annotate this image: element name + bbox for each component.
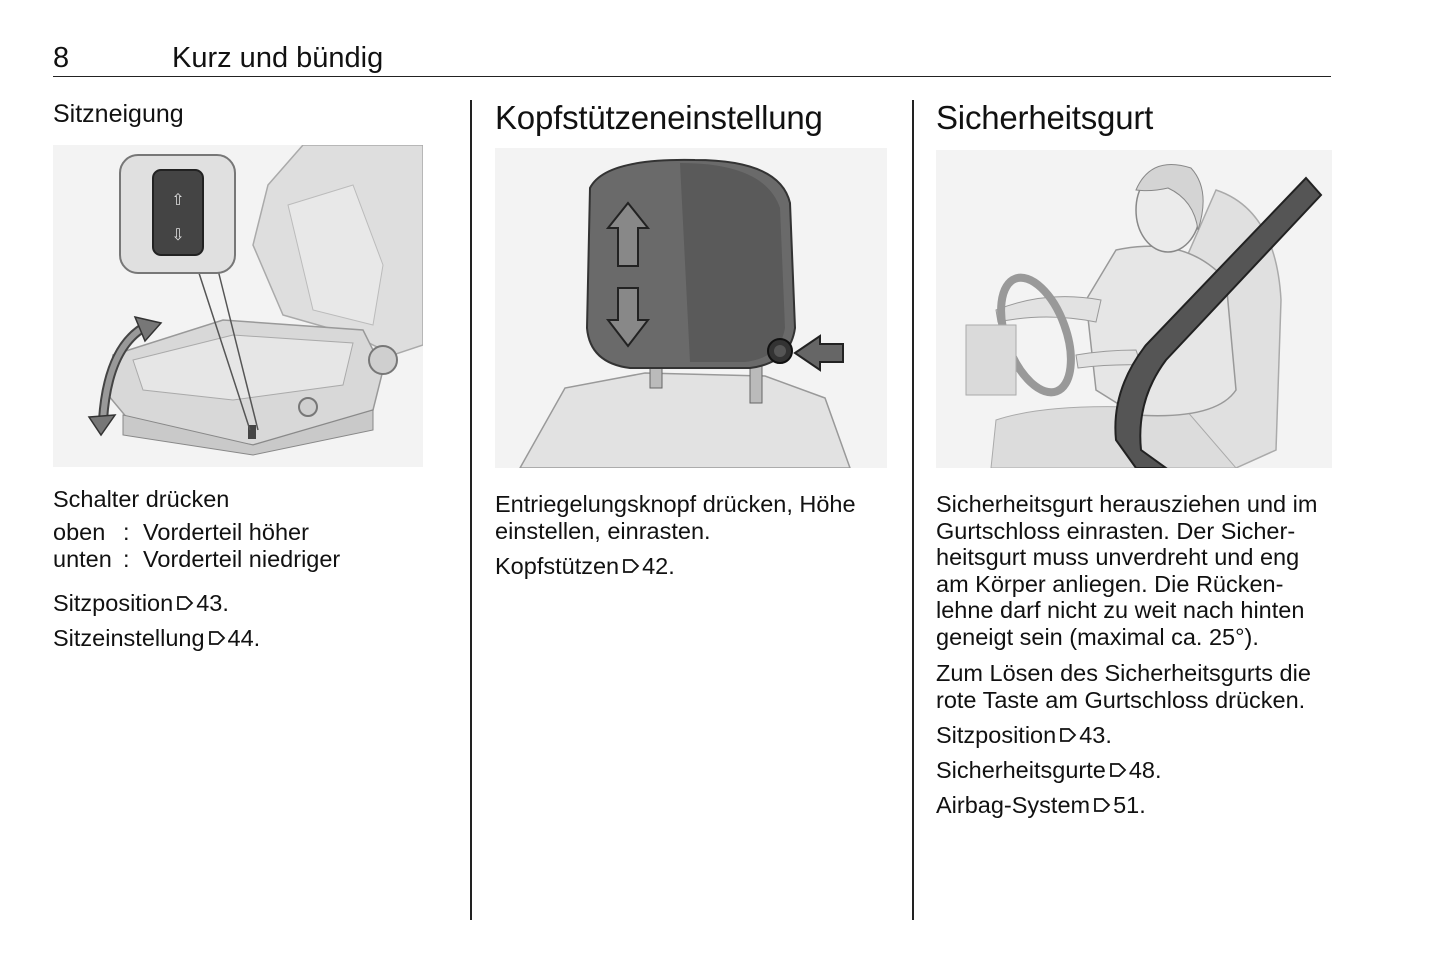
table-row [53,546,340,573]
headrest-instruction [495,491,856,544]
page-title: Kurz und bündig [172,42,384,74]
text-line: heitsgurt muss unverdreht und eng [936,544,1300,570]
svg-text:⇩: ⇩ [171,225,185,244]
text-line: geneigt sein (maximal ca. 25°). [936,623,1259,650]
ref-page: 42. [642,553,675,579]
ref-label: Sicherheitsgurte [936,757,1106,783]
seatbelt-release-paragraph [936,660,1311,713]
column-divider [470,100,472,920]
cross-reference[interactable] [53,590,229,617]
cross-reference[interactable] [495,553,675,580]
seat-tilt-illustration [53,145,423,467]
switch-function-table [53,519,340,573]
ref-label: Sitzposition [936,722,1057,748]
text-line: Zum Lösen des Sicherheitsgurts die [936,660,1311,686]
page-reference-arrow-icon [176,594,194,612]
column-divider [912,100,914,920]
seatbelt-instruction-paragraph [936,491,1317,650]
cross-reference[interactable] [53,625,260,652]
table-key: oben [53,519,106,545]
page-reference-arrow-icon [1109,761,1127,779]
cross-reference[interactable] [936,792,1146,819]
page-reference-arrow-icon [622,557,640,575]
cross-reference[interactable] [936,722,1112,749]
text-line: Entriegelungsknopf drücken, Höhe [495,491,856,517]
page-reference-arrow-icon [1059,726,1077,744]
ref-label: Sitzposition [53,590,174,616]
ref-page: 43. [196,590,229,616]
ref-label: Kopfstützen [495,553,620,579]
instruction-text: Schalter drücken [53,486,230,512]
ref-page: 43. [1079,722,1112,748]
section-heading-sitzneigung: Sitzneigung [53,100,184,128]
ref-page: 48. [1128,757,1162,783]
ref-label: Airbag-System [936,792,1091,818]
ref-page: 44. [227,625,261,651]
page-number: 8 [53,42,70,74]
cross-reference[interactable] [936,757,1162,784]
page-header [53,40,1331,77]
text-line: Sicherheitsgurt herausziehen und im [936,491,1318,517]
page-reference-arrow-icon [208,629,226,647]
table-separator: : [123,546,130,572]
text-line: einstellen, einrasten. [495,517,711,544]
seatbelt-illustration [936,150,1332,468]
table-value: Vorderteil höher [143,519,309,545]
text-line: Gurtschloss einrasten. Der Sicher- [936,517,1296,544]
table-value: Vorderteil niedriger [143,546,341,572]
text-line: lehne darf nicht zu weit nach hinten [936,597,1305,623]
headrest-illustration [495,148,887,468]
ref-label: Sitzeinstellung [53,625,205,651]
section-heading-sicherheitsgurt: Sicherheitsgurt [936,99,1154,136]
table-row [53,519,340,546]
table-separator: : [123,519,130,545]
ref-page: 51. [1113,792,1146,818]
text-line: am Körper anliegen. Die Rücken- [936,570,1284,597]
page-reference-arrow-icon [1093,796,1111,814]
section-heading-kopfstuetze: Kopfstützeneinstellung [495,99,823,136]
table-key: unten [53,546,112,572]
svg-text:⇧: ⇧ [171,190,185,209]
text-line: rote Taste am Gurtschloss drücken. [936,686,1306,713]
